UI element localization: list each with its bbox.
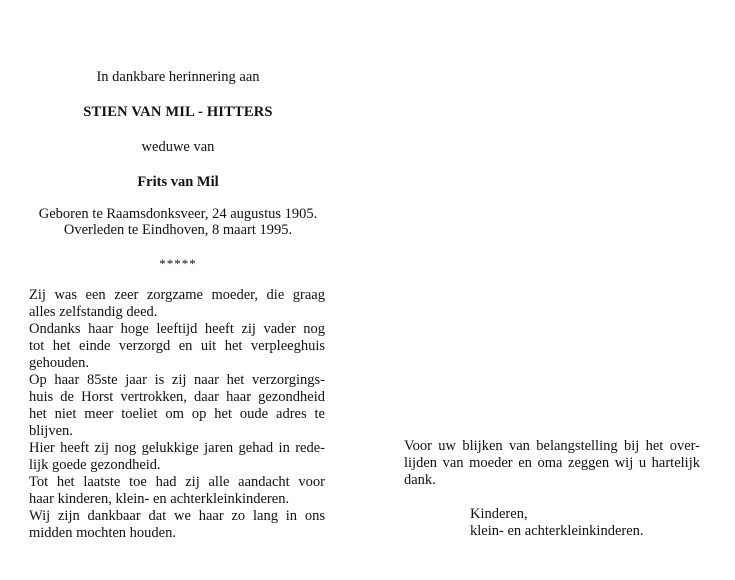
signature-line: klein- en achterkleinkinderen. bbox=[470, 523, 644, 539]
biography-line: Ondanks haar hoge leeftijd heeft zij vader nog bbox=[29, 321, 325, 337]
spouse-name: Frits van Mil bbox=[137, 174, 219, 190]
biography-line: huis de Horst vertrokken, daar haar gezondheid bbox=[29, 389, 325, 405]
biography-line: Wij zijn dankbaar dat we haar zo lang in ons bbox=[29, 508, 325, 524]
biography-line: tot het einde verzorgd en uit het verpleeghuis bbox=[29, 338, 325, 354]
birth-line: Geboren te Raamsdonksveer, 24 augustus 1905. bbox=[38, 206, 318, 222]
biography-line: alles zelfstandig deed. bbox=[29, 304, 158, 320]
death-line: Overleden te Eindhoven, 8 maart 1995. bbox=[63, 222, 293, 238]
biography-line: Hier heeft zij nog gelukkige jaren gehad in rede- bbox=[29, 440, 325, 456]
signature-line: Kinderen, bbox=[470, 506, 528, 522]
thanks-paragraph bbox=[404, 438, 700, 489]
biography-line: haar kinderen, klein- en achterkleinkinderen. bbox=[29, 491, 290, 507]
biography-line: midden mochten houden. bbox=[29, 525, 176, 541]
biography-line: Tot het laatste toe had zij alle aandacht voor bbox=[29, 474, 325, 490]
divider-stars: ***** bbox=[159, 256, 197, 271]
biography-line: lijk goede gezondheid. bbox=[29, 457, 161, 473]
biography-line: gehouden. bbox=[29, 355, 89, 371]
thanks-line: Voor uw blijken van belangstelling bij het over- bbox=[404, 438, 700, 454]
biography-line: Op haar 85ste jaar is zij naar het verzorgings- bbox=[29, 372, 325, 388]
biography-line: Zij was een zeer zorgzame moeder, die graag bbox=[29, 287, 325, 303]
relation-text: weduwe van bbox=[141, 139, 215, 155]
deceased-name: STIEN VAN MIL - HITTERS bbox=[83, 104, 273, 120]
thanks-line: lijden van moeder en oma zeggen wij u hartelijk bbox=[404, 455, 700, 471]
intro-text: In dankbare herinnering aan bbox=[96, 69, 260, 85]
biography-paragraph bbox=[29, 287, 325, 542]
family-signature bbox=[470, 506, 644, 540]
biography-line: het niet meer toeliet om op het oude adres te bbox=[29, 406, 325, 422]
thanks-line: dank. bbox=[404, 472, 436, 488]
biography-line: blijven. bbox=[29, 423, 73, 439]
